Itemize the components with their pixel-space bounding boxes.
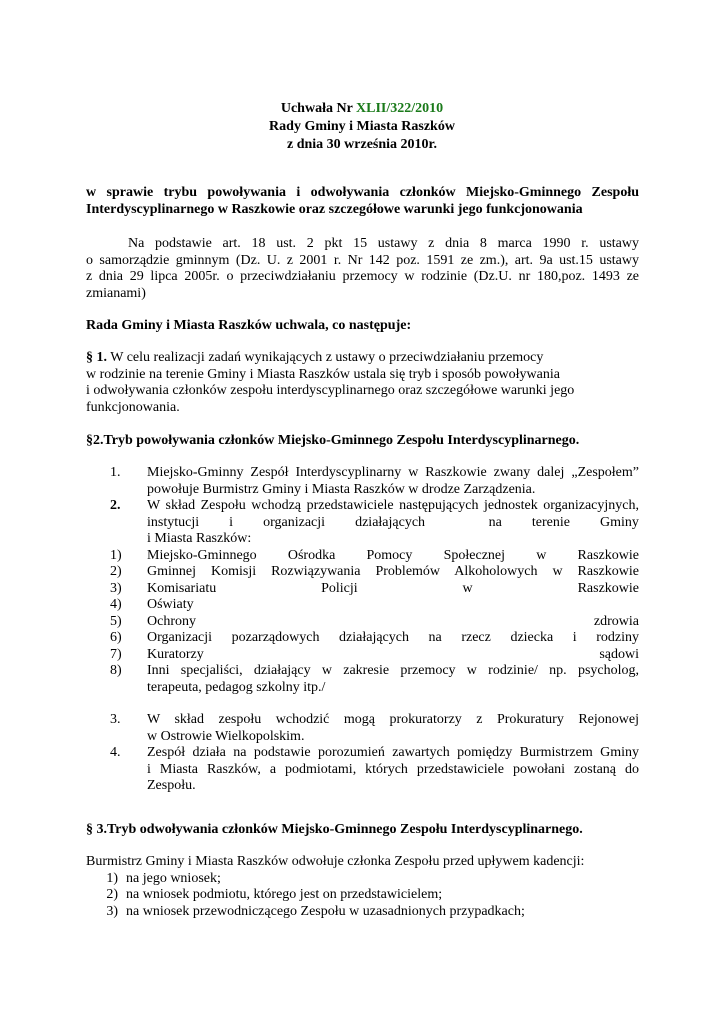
paragraph-1: § 1. W celu realizacji zadań wynikających z ustawy o przeciwdziałaniu przemocy w rodzinie na terenie Gminy i Miasta Raszków ustala się tryb i sposób powoływania i odwoływania członków zespołu interdyscyplinarnego oraz szczegółowe warunki jego funkcjonowania. [86, 350, 575, 415]
resolution-number: Uchwała Nr XLII/322/2010 [280, 101, 444, 116]
list-item: 3. W skład zespołu wchodzić mogą prokuratorzy z Prokuratury Rejonowej w Ostrowie Wielkopolskim. [110, 712, 639, 744]
paragraph-2-list [110, 465, 639, 795]
resolution-clause: Rada Gminy i Miasta Raszków uchwala, co następuje: [86, 318, 412, 333]
list-item: 3) na wniosek przewodniczącego Zespołu w uzasadnionych przypadkach; [106, 903, 525, 919]
sub-list-item: 2) Gminnej Komisji Rozwiązywania Problemów Alkoholowych w Raszkowie [110, 564, 639, 579]
list-item: 2) na wniosek podmiotu, którego jest on przedstawicielem; [106, 887, 443, 902]
list-item: 2. W skład Zespołu wchodzą przedstawiciele następujących jednostek organizacyjnych, instytucji i organizacji działających na terenie Gminy i Miasta Raszków: 1) Miejsko-Gminnego Ośrodka Pomocy Społecznej w Raszkowie 2) Gminnej Komisji Rozwiązywania Problemów Alkoholowych w Raszkowie 3) Komisariatu Policji w Raszkowie 4) Oświaty 5) Ochrony zdrowia 6) Organizacji pozarządowych działających na rzecz dziecka i rodziny 7) Kuratorzy sądowi 8) Inni specjaliści, działający w zakresie przemocy w rodzinie/ np. psycholog, terapeuta, pedagog szkolny itp./ [110, 498, 639, 695]
paragraph-3-body: Burmistrz Gminy i Miasta Raszków odwołuje członka Zespołu przed upływem kadencji: 1) na jego wniosek; 2) na wniosek podmiotu, którego jest on przedstawicielem; 3) na wniosek przewodniczącego Zespołu w uzasadnionych przypadkach; [86, 854, 639, 920]
sub-list-item: 7) Kuratorzy sądowi [110, 646, 639, 662]
sub-list-item: 5) Ochrony zdrowia [110, 613, 639, 629]
spaced-line: instytucji i organizacji działających na terenie Gminy [147, 514, 639, 530]
sub-list-item: 6) Organizacji pozarządowych działających na rzecz dziecka i rodziny [110, 630, 639, 645]
resolution-number-highlight: XLII/322/2010 [356, 101, 444, 116]
list-item: 1. Miejsko-Gminny Zespół Interdyscyplinarny w Raszkowie zwany dalej „Zespołem” powołuje Burmistrz Gminy i Miasta Raszków w drodze Zarządzenia. [110, 465, 639, 497]
sub-list-item: 3) Komisariatu Policji w Raszkowie [110, 580, 639, 596]
resolution-subject: w sprawie trybu powoływania i odwoływania członków Miejsko-Gminnego Zespołu Interdyscyplinarnego w Raszkowie oraz szczegółowe warunki jego funkcjonowania [86, 185, 639, 217]
list-item: 4. Zespół działa na podstawie porozumień zawartych pomiędzy Burmistrzem Gminy i Miasta Raszków, a podmiotami, których przedstawiciele powołani zostaną do Zespołu. [110, 745, 639, 793]
resolution-header [0, 100, 724, 154]
issuing-body: Rady Gminy i Miasta Raszków [269, 119, 455, 134]
paragraph-2-heading: §2.Tryb powoływania członków Miejsko-Gminnego Zespołu Interdyscyplinarnego. [86, 433, 580, 448]
paragraph-3-heading: § 3.Tryb odwoływania członków Miejsko-Gminnego Zespołu Interdyscyplinarnego. [86, 822, 583, 837]
sub-list [110, 548, 639, 697]
list-item: 1) na jego wniosek; [106, 870, 221, 886]
legal-basis: Na podstawie art. 18 ust. 2 pkt 15 ustawy z dnia 8 marca 1990 r. ustawy o samorządzie gminnym (Dz. U. z 2001 r. Nr 142 poz. 1591 ze zm.), art. 9a ust.15 ustawy z dnia 29 lipca 2005r. o przeciwdziałaniu przemocy w rodzinie (Dz.U. nr 180,poz. 1493 ze zmianami) [86, 236, 639, 301]
sub-list-item: 8) Inni specjaliści, działający w zakresie przemocy w rodzinie/ np. psycholog, terapeuta, pedagog szkolny itp./ [110, 663, 639, 695]
paragraph-1-label: § 1. [86, 350, 107, 365]
sub-list-item: 4) Oświaty [110, 597, 194, 612]
sub-list-item: 1) Miejsko-Gminnego Ośrodka Pomocy Społecznej w Raszkowie [110, 547, 639, 563]
resolution-date: z dnia 30 września 2010r. [287, 137, 437, 152]
